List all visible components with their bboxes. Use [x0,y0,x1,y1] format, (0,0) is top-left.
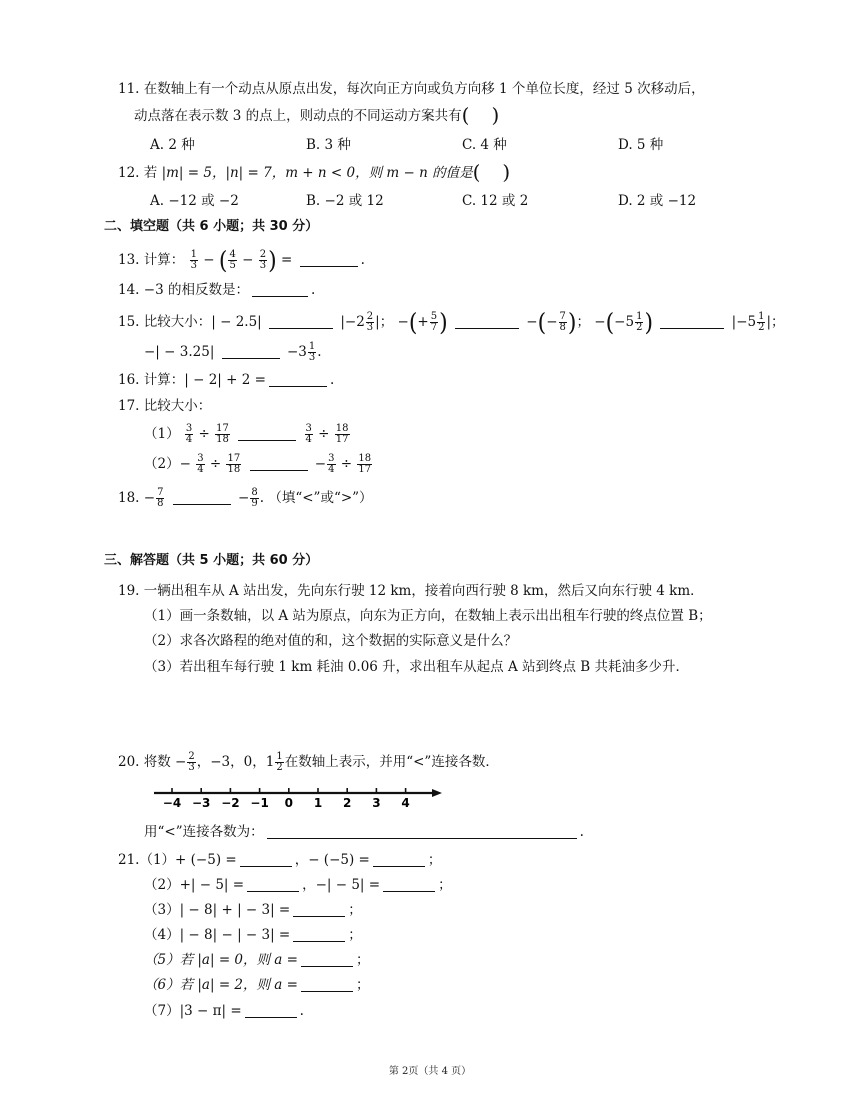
q21-item-7: （7）|3 − π| = . [144,1003,304,1019]
section-3-title: 三、解答题（共 5 小题；共 60 分） [104,553,319,568]
q21-item-1: 21.（1）+ (−5) = ，− (−5) = ； [118,852,442,868]
axis-label: 1 [313,796,323,810]
q21-item-4: （4）| − 8| − | − 3| = ； [144,927,362,943]
axis-label: 3 [372,796,381,810]
q21-item-5: （5）若 |a| = 0，则 a = ； [144,952,370,968]
page-footer: 第 2页（共 4 页） [388,1066,472,1077]
q20-stem: 20. 将数 − $\frac{2}{3}$ ，−3，0，1 $\frac{1}{2}$ 在数轴上表示，并用“<”连接各数． [118,751,499,773]
q17-part2: （2）− $\frac{3}{4}$ ÷ $\frac{17}{18}$ − $\frac{3}{4}$ ÷ $\frac{18}{17}$ [144,453,372,475]
q21-item-3: （3）| − 8| + | − 3| = ； [144,902,362,918]
q15-line1: 15. 比较大小：| − 2.5| |−2 $\frac{2}{3}$ |； −(+ $\frac{5}{7}$ ) −(− $\frac{7}{8}$ )； −(−5 $\frac{1}{2}$ ) |−5 $\frac{1}{2}$ |； [118,309,785,338]
q15-blank-1[interactable] [269,314,333,329]
q17-blank-1[interactable] [238,426,296,441]
q19-sub3: （3）若出租车每行驶 1 km 耗油 0.06 升，求出租车从起点 A 站到终点 B 共耗油多少升． [144,659,690,675]
q17-part1: （1） $\frac{3}{4}$ ÷ $\frac{17}{18}$ $\frac{3}{4}$ ÷ $\frac{18}{17}$ [144,423,349,445]
axis-label: 0 [284,796,293,810]
q21-blank-2a[interactable] [247,877,299,892]
q13-answer-blank[interactable] [300,252,358,267]
section-2-title: 二、填空题（共 6 小题；共 30 分） [104,219,319,234]
q15-blank-4[interactable] [222,344,280,359]
q13: 13. 计算： $\frac{1}{3}$ − ( $\frac{4}{5}$ − $\frac{2}{3}$ ) = . [118,247,365,276]
q11-option-a: A. 2 种 [150,137,195,153]
q15-blank-2[interactable] [455,314,519,329]
q16: 16. 计算：| − 2| + 2 = . [118,372,335,388]
q12-option-b: B. −2 或 12 [306,193,384,209]
axis-label: −3 [191,796,211,810]
q11-option-c: C. 4 种 [462,137,507,153]
q20-answer-blank[interactable] [267,824,577,839]
q12-stem: 12. 若 |m| = 5，|n| = 7，m + n < 0，则 m − n 的值是( ) [118,160,511,184]
q21-blank-3[interactable] [293,902,345,917]
q21-item-6: （6）若 |a| = 2，则 a = ； [144,977,370,993]
q12-option-a: A. −12 或 −2 [150,193,239,209]
q16-answer-blank[interactable] [269,372,327,387]
q21-blank-7[interactable] [245,1003,297,1018]
q11-option-d: D. 5 种 [618,137,664,153]
q21-item-2: （2）+| − 5| = ，−| − 5| = ； [144,877,452,893]
q20-number-line [150,783,450,813]
q14: 14. −3 的相反数是： . [118,282,316,298]
q21-blank-2b[interactable] [383,877,435,892]
q17-label: 17. 比较大小： [118,398,212,414]
axis-label: 2 [343,796,352,810]
axis-label: −1 [250,796,269,810]
q18-answer-blank[interactable] [173,490,231,505]
axis-label: 4 [401,796,410,810]
q20-answer: 用“<”连接各数为： . [144,824,584,840]
q21-blank-6[interactable] [301,977,353,992]
q21-blank-4[interactable] [293,927,345,942]
q12-option-c: C. 12 或 2 [462,193,529,209]
axis-label: −2 [221,796,240,810]
q19-sub2: （2）求各次路程的绝对值的和，这个数据的实际意义是什么？ [144,633,518,649]
q15-line2: −| − 3.25| −3 $\frac{1}{3}$ . [144,341,322,363]
q14-answer-blank[interactable] [252,282,308,297]
q12-option-d: D. 2 或 −12 [618,193,697,209]
q19-sub1: （1）画一条数轴，以 A 站为原点，向东为正方向，在数轴上表示出出租车行驶的终点位置 B； [144,608,712,624]
q21-blank-1a[interactable] [240,852,292,867]
q11-line2: 动点落在表示数 3 的点上，则动点的不同运动方案共有( ) [134,103,500,127]
q11-line1: 11. 在数轴上有一个动点从原点出发，每次向正方向或负方向移 1 个单位长度，经过 5 次移动后， [118,81,705,97]
axis-label: −4 [162,796,182,810]
q19-stem: 19. 一辆出租车从 A 站出发，先向东行驶 12 km，接着向西行驶 8 km，然后又向东行驶 4 km． [118,583,704,599]
q21-blank-5[interactable] [301,952,353,967]
q17-blank-2[interactable] [250,456,308,471]
q21-blank-1b[interactable] [373,852,425,867]
q11-option-b: B. 3 种 [306,137,351,153]
q15-blank-3[interactable] [660,314,724,329]
q18: 18. − $\frac{7}{8}$ − $\frac{8}{9}$ . （填“<”或“>”） [118,487,373,509]
